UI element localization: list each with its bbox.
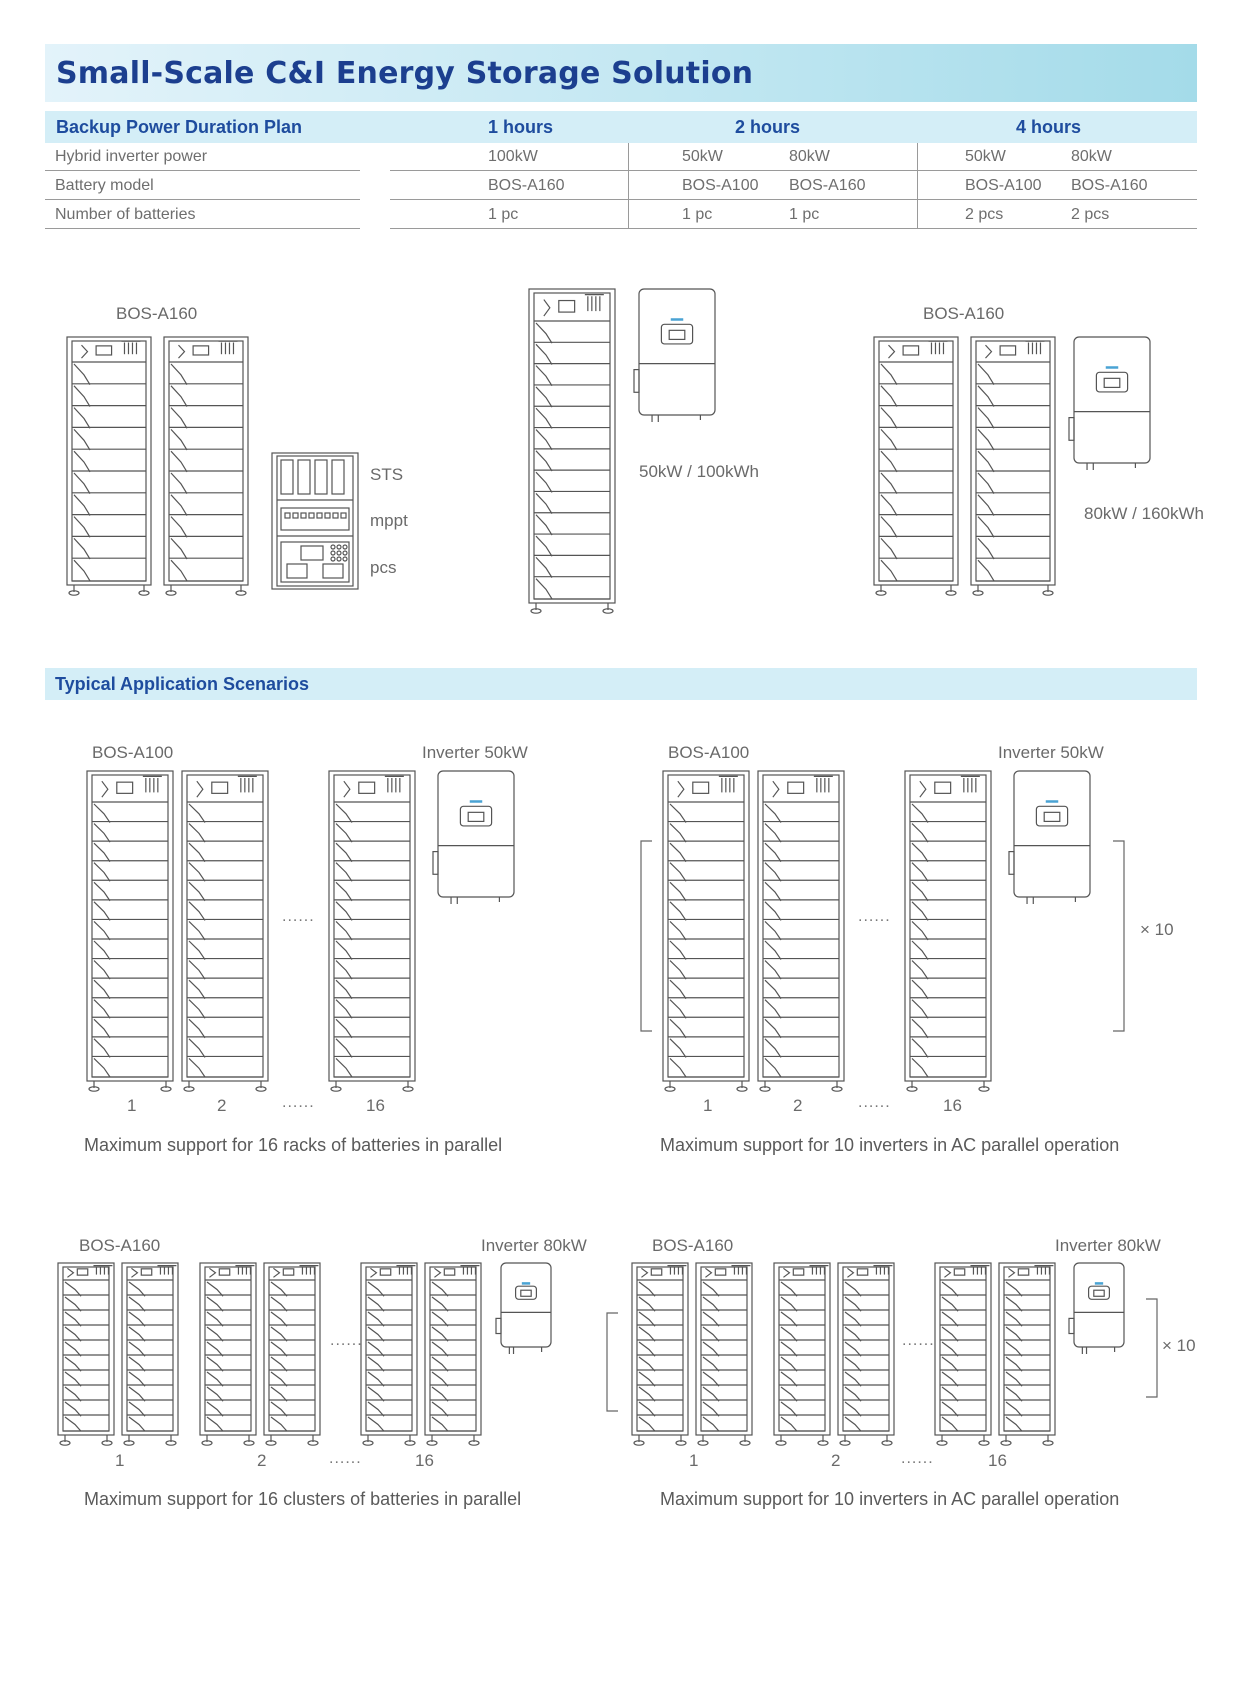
cell: 50kW bbox=[965, 148, 1006, 165]
battery-rack bbox=[57, 1262, 115, 1446]
row-label-count: Number of batteries bbox=[55, 206, 196, 223]
table-divider bbox=[917, 143, 918, 228]
s1-num-2: 2 bbox=[217, 1096, 227, 1115]
battery-rack bbox=[528, 288, 616, 614]
s2-caption: Maximum support for 10 inverters in AC parallel operation bbox=[660, 1135, 1120, 1155]
row-rule bbox=[390, 170, 1197, 171]
cell: 1 pc bbox=[488, 206, 519, 223]
s2-num-16: 16 bbox=[943, 1096, 962, 1115]
battery-rack bbox=[121, 1262, 179, 1446]
plan-header-2h: 2 hours bbox=[735, 117, 801, 137]
s3-model-label: BOS-A160 bbox=[79, 1236, 161, 1255]
s2-num-1: 1 bbox=[703, 1096, 713, 1115]
config1-model-label: BOS-A160 bbox=[116, 304, 198, 323]
battery-rack bbox=[86, 770, 174, 1092]
battery-rack bbox=[662, 770, 750, 1092]
s4-num-2: 2 bbox=[831, 1451, 841, 1470]
s3-ellipsis: ...... bbox=[330, 1332, 363, 1349]
cell: 80kW bbox=[789, 148, 830, 165]
inverter bbox=[437, 770, 515, 906]
bracket bbox=[640, 840, 654, 1032]
s4-multiplier: × 10 bbox=[1162, 1336, 1196, 1355]
scenarios-heading: Typical Application Scenarios bbox=[55, 674, 310, 694]
cell: BOS-A100 bbox=[682, 177, 759, 194]
sts-label: STS bbox=[370, 465, 404, 484]
plan-header-label: Backup Power Duration Plan bbox=[56, 117, 303, 137]
s4-inverter-label: Inverter 80kW bbox=[1055, 1236, 1161, 1255]
cell: BOS-A160 bbox=[789, 177, 866, 194]
battery-rack bbox=[904, 770, 992, 1092]
bracket bbox=[1112, 840, 1126, 1032]
battery-rack bbox=[328, 770, 416, 1092]
cell: 1 pc bbox=[789, 206, 820, 223]
cell: 50kW bbox=[682, 148, 723, 165]
s2-num-ellipsis: ...... bbox=[858, 1094, 891, 1111]
battery-rack bbox=[424, 1262, 482, 1446]
inverter bbox=[1013, 770, 1091, 906]
battery-rack bbox=[163, 336, 249, 596]
battery-rack bbox=[199, 1262, 257, 1446]
cell: 2 pcs bbox=[1071, 206, 1110, 223]
s1-inverter-label: Inverter 50kW bbox=[422, 743, 528, 762]
s1-num-16: 16 bbox=[366, 1096, 385, 1115]
battery-rack bbox=[66, 336, 152, 596]
battery-rack bbox=[998, 1262, 1056, 1446]
s3-num-1: 1 bbox=[115, 1451, 125, 1470]
battery-rack bbox=[970, 336, 1056, 596]
row-rule bbox=[45, 199, 360, 200]
page-title: Small-Scale C&I Energy Storage Solution bbox=[56, 56, 754, 91]
battery-rack bbox=[181, 770, 269, 1092]
battery-rack bbox=[837, 1262, 895, 1446]
cell: BOS-A160 bbox=[488, 177, 565, 194]
inverter bbox=[1073, 1262, 1125, 1356]
row-rule bbox=[390, 228, 1197, 229]
cell: BOS-A100 bbox=[965, 177, 1042, 194]
bracket bbox=[606, 1312, 620, 1412]
battery-rack bbox=[773, 1262, 831, 1446]
s4-model-label: BOS-A160 bbox=[652, 1236, 734, 1255]
battery-rack bbox=[695, 1262, 753, 1446]
table-divider bbox=[628, 143, 629, 228]
row-rule bbox=[390, 199, 1197, 200]
s3-num-2: 2 bbox=[257, 1451, 267, 1470]
battery-rack bbox=[360, 1262, 418, 1446]
config3-spec-label: 80kW / 160kWh bbox=[1084, 504, 1204, 523]
s2-ellipsis: ...... bbox=[858, 908, 891, 925]
cell: 2 pcs bbox=[965, 206, 1004, 223]
inverter bbox=[638, 288, 716, 424]
s2-multiplier: × 10 bbox=[1140, 920, 1174, 939]
config2-spec-label: 50kW / 100kWh bbox=[639, 462, 759, 481]
inverter bbox=[1073, 336, 1151, 472]
s3-inverter-label: Inverter 80kW bbox=[481, 1236, 587, 1255]
row-rule bbox=[45, 228, 360, 229]
s4-ellipsis: ...... bbox=[902, 1332, 935, 1349]
battery-rack bbox=[757, 770, 845, 1092]
s1-model-label: BOS-A100 bbox=[92, 743, 174, 762]
s3-num-ellipsis: ...... bbox=[329, 1450, 362, 1467]
cell: 80kW bbox=[1071, 148, 1112, 165]
s4-num-ellipsis: ...... bbox=[901, 1450, 934, 1467]
battery-rack bbox=[263, 1262, 321, 1446]
row-rule bbox=[45, 170, 360, 171]
inverter bbox=[500, 1262, 552, 1356]
s1-num-1: 1 bbox=[127, 1096, 137, 1115]
battery-rack bbox=[873, 336, 959, 596]
mppt-label: mppt bbox=[370, 511, 408, 530]
s1-num-ellipsis: ...... bbox=[282, 1094, 315, 1111]
cell: BOS-A160 bbox=[1071, 177, 1148, 194]
s3-num-16: 16 bbox=[415, 1451, 434, 1470]
row-label-inverter: Hybrid inverter power bbox=[55, 148, 208, 165]
s3-caption: Maximum support for 16 clusters of batteries in parallel bbox=[84, 1489, 522, 1509]
pcs-cabinet bbox=[271, 452, 359, 596]
s2-num-2: 2 bbox=[793, 1096, 803, 1115]
pcs-label: pcs bbox=[370, 558, 397, 577]
plan-header-4h: 4 hours bbox=[1016, 117, 1082, 137]
s2-inverter-label: Inverter 50kW bbox=[998, 743, 1104, 762]
battery-rack bbox=[934, 1262, 992, 1446]
row-label-battery: Battery model bbox=[55, 177, 154, 194]
config3-model-label: BOS-A160 bbox=[923, 304, 1005, 323]
bracket bbox=[1145, 1298, 1159, 1398]
s2-model-label: BOS-A100 bbox=[668, 743, 750, 762]
s4-num-1: 1 bbox=[689, 1451, 699, 1470]
s4-num-16: 16 bbox=[988, 1451, 1007, 1470]
cell: 100kW bbox=[488, 148, 538, 165]
battery-rack bbox=[631, 1262, 689, 1446]
cell: 1 pc bbox=[682, 206, 713, 223]
s1-caption: Maximum support for 16 racks of batteries in parallel bbox=[84, 1135, 503, 1155]
s1-ellipsis: ...... bbox=[282, 908, 315, 925]
plan-header-1h: 1 hours bbox=[488, 117, 554, 137]
s4-caption: Maximum support for 10 inverters in AC parallel operation bbox=[660, 1489, 1120, 1509]
